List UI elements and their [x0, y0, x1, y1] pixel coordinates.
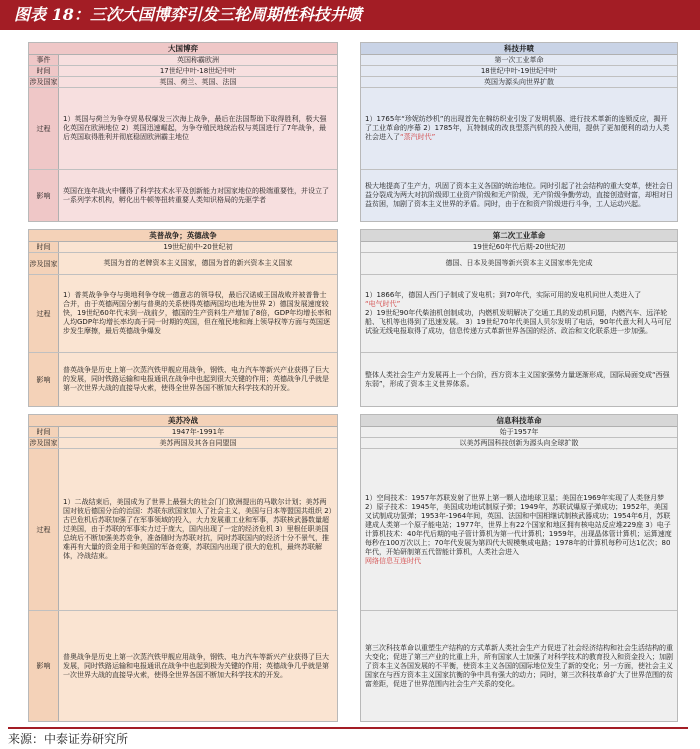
impact-row — [29, 170, 337, 221]
impact-label: 影响 — [29, 170, 59, 221]
panel-header: 美苏冷战 — [29, 415, 337, 427]
round1-left-panel — [28, 42, 338, 222]
process-value: 1）空间技术：1957年苏联发射了世界上第一颗人造地球卫星；美国在1969年实现了人类登月梦 2）原子技术：1945年，美国成功地试制原子弹；1949年，苏联试爆原子弹成功；1952年，美国又试制成功氢弹；1953年-1964年间，英国、法国和中国相继试制核武器成功；1954年6月，苏联建成人类第一个原子能电站；1977年，世界上有22个国家和地区拥有核电站反应堆229座 3）电子计算机技术：40年代后期的电子管计算机为第一代计算机；1959年，出现晶体管计算机；运算速度每秒在100万次以上；70年代发展为第四代大规模集成电路；1978年的计算机每秒可达1亿次；80年代，开始研制第五代智能计算机，人类社会进入 网络信息互连时代 — [361, 449, 677, 610]
round3-right-panel — [360, 414, 678, 722]
event-row — [29, 55, 337, 66]
process-label: 过程 — [29, 449, 59, 610]
impact-value: 普英战争是历史上第一次蒸汽铁甲舰应用战争，钢铁、电力汽车等新兴产业获得了巨大的发展，同时铁路运输和电报通讯在战争中也起到很大关键的作用；英德战争几乎就是第一次世界大战的直接导火索，使得全世界各国不断加大科学技术的开发。 — [59, 353, 337, 406]
countries-label: 涉及国家 — [29, 253, 59, 274]
time-value: 17世纪中叶-18世纪中叶 — [59, 66, 337, 76]
round2-left-panel — [28, 229, 338, 407]
highlight-text: 网络信息互连时代 — [365, 556, 421, 565]
countries-label: 涉及国家 — [29, 439, 58, 447]
process-row — [361, 88, 677, 170]
process-value — [361, 88, 677, 169]
time-row — [361, 66, 677, 77]
impact-row — [361, 353, 677, 406]
countries-row — [361, 253, 677, 275]
process-value: 1）普英战争争夺与奥地利争夺统一德意志的领导权，最后汉诺威王国战败并被普鲁士合并，由于英德两国分割与普奥的关系使得英德两国均也地为世界 2）德国发展速度较快，19世纪60年代末到一战前夕，德国的生产资料生产增加了8倍，GDP年均增长率和人均GDP年均增长率均高于同一时期的英国，但在殖民地和海上领导权等方面与英国逐步发生摩擦，最后英德战争爆发 — [59, 275, 337, 352]
countries-row — [361, 77, 677, 88]
countries-value: 德国、日本及美国等新兴资本主义国家率先完成 — [361, 253, 677, 274]
event-value: 第一次工业革命 — [361, 55, 677, 65]
time-value: 始于1957年 — [361, 427, 677, 437]
panel-header: 第二次工业革命 — [361, 230, 677, 242]
time-row — [361, 242, 677, 253]
impact-row — [29, 353, 337, 406]
panel-header: 英普战争；英德战争 — [29, 230, 337, 242]
event-row — [361, 55, 677, 66]
highlight-text: “蒸汽时代” — [400, 133, 436, 141]
impact-label: 影响 — [29, 611, 59, 721]
event-label: 事件 — [29, 55, 59, 65]
process-row — [29, 449, 337, 611]
countries-row — [29, 77, 337, 88]
process-row — [361, 275, 677, 353]
process-value: 1）英国与荷兰为争夺贸易权爆发三次海上战争，最后在法国帮助下取得胜利，极大强化英国在欧洲地位 2）英国迅速崛起，为争夺殖民地统治权与英国进行了7年战争，最后英国取得胜利并彻底稳固欧洲霸主地位 — [59, 88, 337, 169]
time-label: 时间 — [29, 427, 59, 437]
impact-value: 整体人类社会生产力发展再上一个台阶，西方资本主义国家强势力量逐渐形成，国际局面变成“西强东弱”，形成了资本主义世界体系。 — [361, 353, 677, 406]
process-value: 1）1866年，德国人西门子制成了发电机；到70年代，实际可用的发电机问世人类进入了 “电气时代” 2）19世纪90年代柴油机创制成功，内燃机发明解决了交通工具的发动机问题，内燃汽车、远洋轮船、飞机等也得到了迅速发展。 3）19世纪70年代美国人贝尔发明了电话，90年代意大利人马可尼试验无线电报取得了成功，信息传递方式革新世界各国的经济、政治和文化联系进一步加强。 — [361, 275, 677, 352]
impact-value: 英国在连年战火中懂得了科学技术水平及创新能力对国家地位的极端重要性，并设立了一系列学术机构，孵化出牛顿等扭转重要人类知识格局的先驱学者 — [59, 170, 337, 221]
countries-value: 英国、荷兰、英国、法国 — [59, 77, 337, 87]
impact-label: 影响 — [29, 353, 59, 406]
process-row — [29, 88, 337, 170]
round2-right-panel — [360, 229, 678, 407]
time-row — [29, 242, 337, 253]
process-row — [29, 275, 337, 353]
highlight-text: “电气时代” — [365, 300, 401, 308]
time-label: 时间 — [29, 242, 59, 252]
event-value: 英国称霸欧洲 — [59, 55, 337, 65]
countries-row — [29, 253, 337, 275]
figure-title: 图表 18：三次大国博弈引发三轮周期性科技井喷 — [0, 0, 700, 30]
time-label: 时间 — [29, 66, 59, 76]
time-value: 18世纪中叶-19世纪中叶 — [361, 66, 677, 76]
impact-value: 普奥战争是历史上第一次蒸汽铁甲舰应用战争，钢铁、电力汽车等新兴产业获得了巨大发展，同时铁路运输和电报通讯在战争中也起到极为关键的作用；英德战争几乎就是第一次世界大战的直接导火索，使得全世界各国不断加大科学技术的开发。 — [59, 611, 337, 721]
impact-row — [361, 170, 677, 221]
time-value: 1947年-1991年 — [59, 427, 337, 437]
impact-value: 极大地提高了生产力，巩固了资本主义各国的统治地位。同时引起了社会结构的重大变革，使社会日益分裂成为两大对抗阶级即工业资产阶级和无产阶级，无产阶级争勤劳动，直接创造财富，却相对日益贫困，加剧了资本主义世界的矛盾。同时，由于在和资产阶级进行斗争，工人运动兴起。 — [361, 170, 677, 221]
round3-left-panel — [28, 414, 338, 722]
process-value: 1）二战结束后，美国成为了世界上最强大的社会门门欧洲提出的马歇尔计划；美苏两国对彼后德国分治的治国：苏联东欧国家加入了社会主义，美国与日本等盟国共组织 2）古巴危机后苏联加强了在军事领域的投入，大力发展重工业和军事，苏联核武器数量超过美国，由于苏联的军事实力过于庞大，国内出现了一定的经济危机 3）里根任职美国总统后不断加强美苏竞争，准备随时为苏联对抗，同时苏联国内的经济十分不景气，推难再有大量的资金用于和美国的军备竞赛，苏联国内出现了很大的危机，最终苏联解体，冷战结束。 — [59, 449, 337, 610]
panel-header: 科技井喷 — [361, 43, 677, 55]
countries-value: 英国为源头向世界扩散 — [361, 77, 677, 87]
process-label: 过程 — [29, 88, 59, 169]
time-value: 19世纪60年代后期-20世纪初 — [361, 242, 677, 252]
countries-value: 以美苏两国科技创新为源头向全球扩散 — [361, 438, 677, 448]
process-row — [361, 449, 677, 611]
time-row — [29, 427, 337, 438]
time-row — [361, 427, 677, 438]
countries-row — [29, 438, 337, 449]
time-value: 19世纪前中-20世纪初 — [59, 242, 337, 252]
panel-header: 大国博弈 — [29, 43, 337, 55]
countries-row — [361, 438, 677, 449]
process-label: 过程 — [29, 275, 59, 352]
time-row — [29, 66, 337, 77]
countries-label: 涉及国家 — [29, 78, 58, 86]
impact-value: 第三次科技革命以重塑生产结构的方式革新人类社会生产力促进了社会经济结构和社会生活结构的重大变化；促进了第三产业的比重上升，所有国家人士加强了对科学技术的教育投入和资金投入；加剧了资本主义各国发展的不平衡，使资本主义各国的国际地位发生了新的变化；另一方面，使社会主义国家在与西方资本主义国家抗衡的争中具有强大的动力；同时，第三次科技革命扩大了世界范围的贫富差距，促进了世界范围内社会生产关系的变化。 — [361, 611, 677, 721]
panel-header: 信息科技革命 — [361, 415, 677, 427]
countries-value: 英国为首的老牌资本主义国家，德国为首的新兴资本主义国家 — [59, 253, 337, 274]
round1-right-panel — [360, 42, 678, 222]
process-text: 1）1765年“珍妮纺纱机”的出现首先在棉纺织业引发了发明机器、进行技术革新的连锁反应，揭开了工业革命的序幕 2）1785年，瓦特制成的改良型蒸汽机的投入使用，提供了更加便利的动力人类社会进入了“蒸汽时代” — [365, 115, 670, 141]
impact-row — [29, 611, 337, 721]
source-note: 来源：中泰证券研究所 — [8, 727, 688, 746]
impact-row — [361, 611, 677, 721]
countries-value: 美苏两国及其各自同盟国 — [59, 438, 337, 448]
